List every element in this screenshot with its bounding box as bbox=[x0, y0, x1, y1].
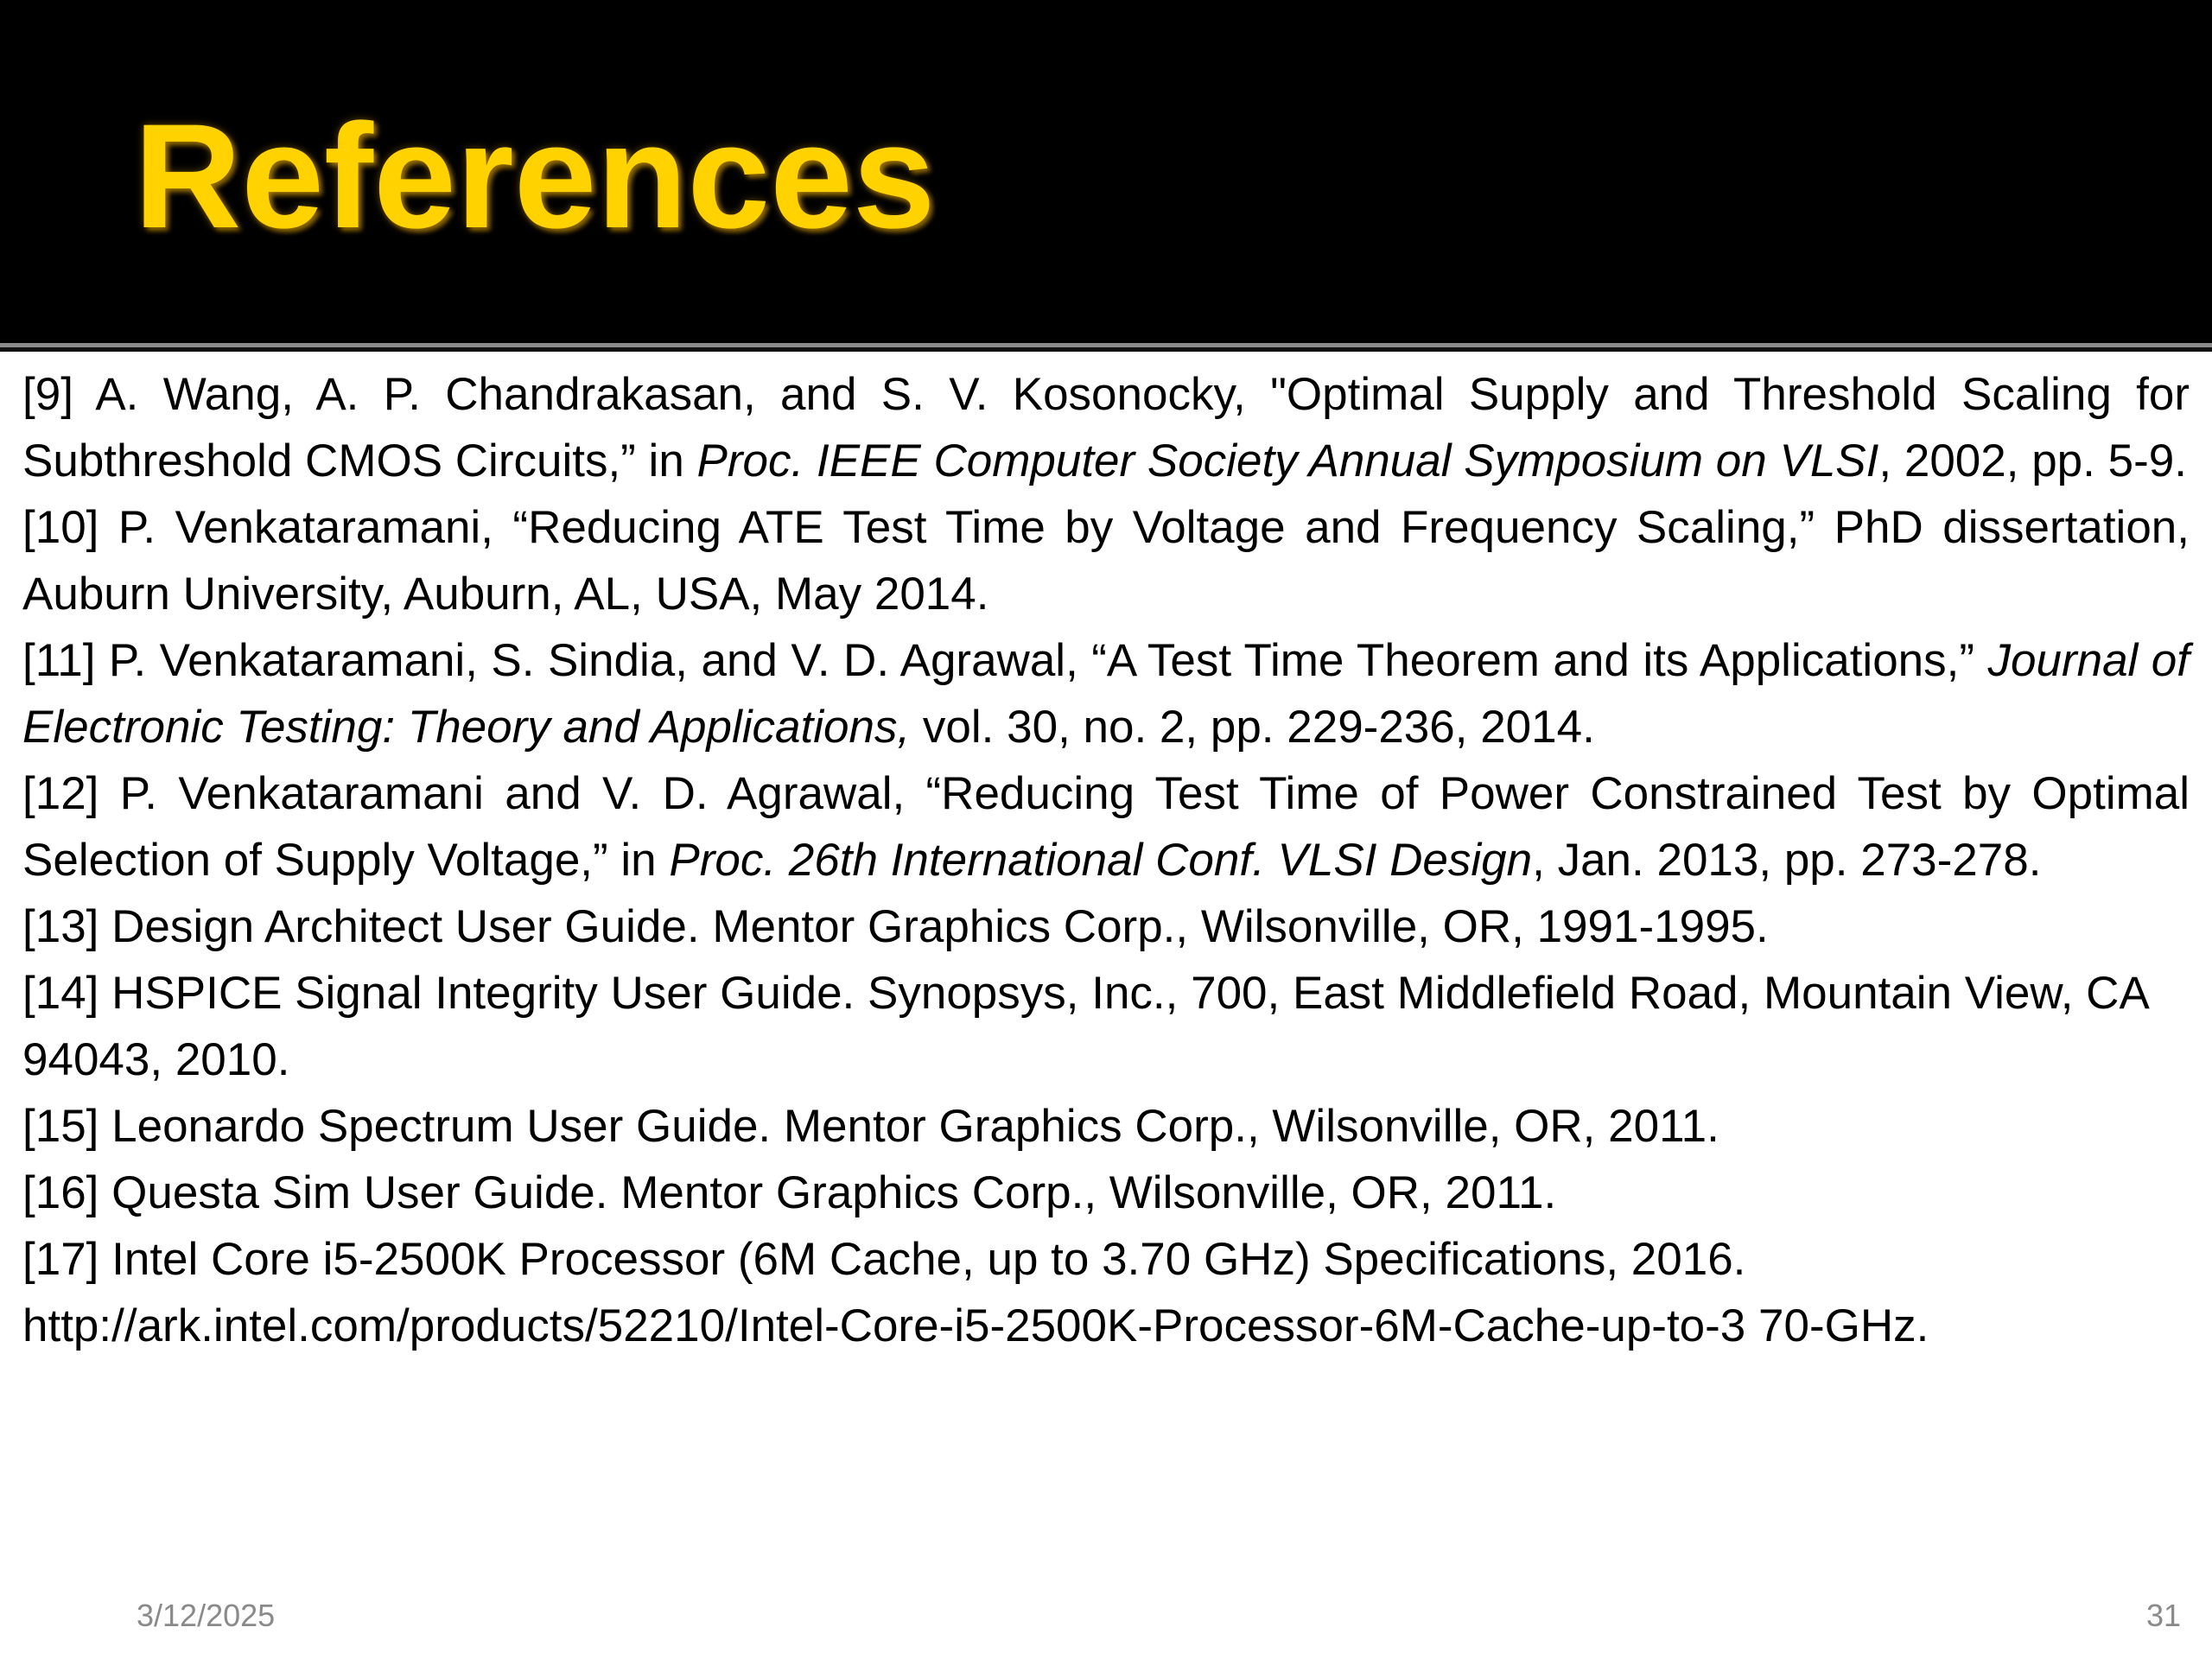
reference-list bbox=[22, 361, 2190, 1359]
reference-12-details: , Jan. 2013, pp. 273-278. bbox=[1532, 835, 2042, 886]
reference-17-url[interactable]: http://ark.intel.com/products/52210/Intel-Core-i5-2500K-Processor-6M-Cache-up-to-3 70-GHz. bbox=[22, 1300, 1929, 1351]
reference-12-text: [12] P. Venkataramani and V. D. Agrawal, “Reducing Test Time of Power Constrained Test by Optimal Selection of Supply Voltage,” in bbox=[22, 768, 2190, 886]
slide-title: References bbox=[134, 93, 936, 259]
reference-9 bbox=[22, 361, 2190, 494]
reference-16: [16] Questa Sim User Guide. Mentor Graphics Corp., Wilsonville, OR, 2011. bbox=[22, 1167, 1557, 1218]
reference-9-details: , 2002, pp. 5-9. bbox=[1878, 435, 2187, 486]
reference-11 bbox=[22, 627, 2190, 760]
reference-11-details: vol. 30, no. 2, pp. 229-236, 2014. bbox=[910, 702, 1595, 753]
title-band bbox=[0, 0, 2212, 343]
reference-12 bbox=[22, 760, 2190, 893]
reference-10: [10] P. Venkataramani, “Reducing ATE Test Time by Voltage and Frequency Scaling,” PhD dissertation, Auburn University, Auburn, AL, USA, May 2014. bbox=[22, 502, 2190, 620]
reference-11-text: [11] P. Venkataramani, S. Sindia, and V. D. Agrawal, “A Test Time Theorem and its Applications,” bbox=[22, 635, 1988, 686]
reference-12-venue: Proc. 26th International Conf. VLSI Design bbox=[669, 835, 1533, 886]
footer-date: 3/12/2025 bbox=[137, 1598, 276, 1633]
reference-13: [13] Design Architect User Guide. Mentor Graphics Corp., Wilsonville, OR, 1991-1995. bbox=[22, 901, 1769, 952]
reference-15: [15] Leonardo Spectrum User Guide. Mentor Graphics Corp., Wilsonville, OR, 2011. bbox=[22, 1101, 1719, 1152]
reference-9-venue: Proc. IEEE Computer Society Annual Symposium on VLSI bbox=[696, 435, 1879, 486]
reference-14: [14] HSPICE Signal Integrity User Guide. Synopsys, Inc., 700, East Middlefield Road, Mountain View, CA 94043, 2010. bbox=[22, 968, 2147, 1085]
page-number: 31 bbox=[2145, 1598, 2181, 1633]
reference-9-text: [9] A. Wang, A. P. Chandrakasan, and S. V. Kosonocky, "Optimal Supply and Threshold Scaling for Subthreshold CMOS Circuits,” in bbox=[22, 369, 2190, 486]
reference-17: [17] Intel Core i5-2500K Processor (6M Cache, up to 3.70 GHz) Specifications, 2016. bbox=[22, 1234, 1746, 1285]
reference-11-venue: Journal of Electronic Testing: Theory and Applications, bbox=[22, 635, 2190, 753]
title-divider-shadow bbox=[0, 347, 2212, 352]
